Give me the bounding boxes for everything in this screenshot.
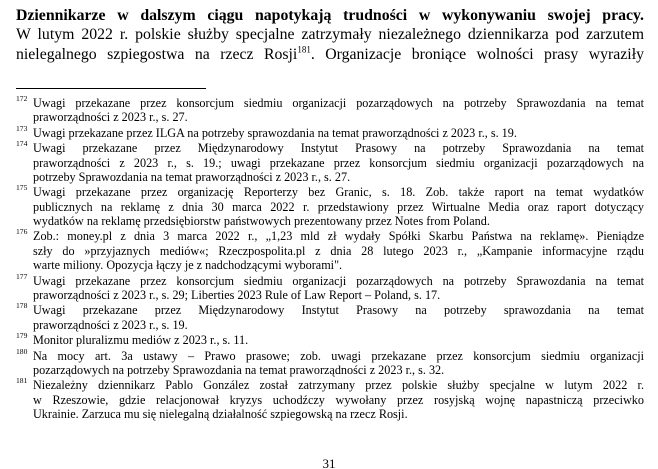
footnote-line: Zob.: money.pl z dnia 3 marca 2022 r., „1,23 mld zł wydały Spółki Skarbu Państwa na reklamę». Pieniądze <box>33 229 644 244</box>
footnote-number: 177 <box>16 271 28 281</box>
footnote-177 <box>16 271 644 303</box>
footnote-180 <box>16 346 644 378</box>
footnote-number: 176 <box>16 227 28 237</box>
footnote-line: w Rzeszowie, gdzie relacjonował kryzys uchodźczy wywołany przez rosyjską wojnę napastniczą przeciwko <box>33 392 644 407</box>
footnote-line: praworządności z 2023 r., s. 27. <box>33 110 188 125</box>
body-line-3-start: nielegalnego szpiegostwa na rzecz Rosji <box>16 45 298 63</box>
footnote-line: warte miliony. Opozycja łączy je z nadchodzącymi wyborami". <box>33 258 343 273</box>
footnote-line: praworządności z 2023 r., s. 29; Liberties 2023 Rule of Law Report – Poland, s. 17. <box>33 287 441 302</box>
body-line-3 <box>16 45 644 64</box>
footnote-175 <box>16 185 644 228</box>
footnotes-section <box>16 96 644 422</box>
footnote-number: 174 <box>16 139 28 149</box>
footnote-number: 179 <box>16 331 28 341</box>
footnote-line: Uwagi przekazane przez Międzynarodowy Instytut Prasowy na potrzeby sprawozdania na temat <box>33 303 644 318</box>
footnote-174 <box>16 141 644 184</box>
footnote-reference-181[interactable]: 181 <box>297 44 311 55</box>
body-paragraph <box>16 6 644 64</box>
footnote-line: Uwagi przekazane przez ILGA na potrzeby sprawozdania na temat praworządności z 2023 r., s. 19. <box>33 125 517 140</box>
page-number: 31 <box>322 456 336 469</box>
footnote-number: 180 <box>16 346 28 356</box>
footnote-line: Ukrainie. Zarzuca mu się nielegalną działalność szpiegowską na rzecz Rosji. <box>33 406 408 421</box>
footnote-181 <box>16 378 644 421</box>
footnote-separator <box>16 88 206 89</box>
footnote-line: Uwagi przekazane przez Międzynarodowy Instytut Prasowy na potrzeby Sprawozdania na temat <box>33 141 644 156</box>
footnote-172 <box>16 96 644 125</box>
footnote-179 <box>16 333 644 347</box>
footnote-number: 172 <box>16 94 28 103</box>
footnote-number: 173 <box>16 123 28 133</box>
footnote-line: Uwagi przekazane przez organizację Reporterzy bez Granic, s. 18. Zob. także raport na temat wydatków <box>33 185 644 200</box>
footnote-178 <box>16 303 644 332</box>
footnote-line: wydatków na reklamę przedsiębiorstw państwowych prezentowany przez Notes from Poland. <box>33 213 490 228</box>
footnote-number: 178 <box>16 301 28 311</box>
footnote-number: 181 <box>16 376 28 386</box>
body-line-3-end: . Organizacje broniące wolności prasy wyraziły <box>310 45 644 63</box>
footnote-line: publicznych na reklamę z dnia 30 marca 2022 r. przedstawiony przez Wirtualne Media oraz raport dotyczący <box>33 199 644 214</box>
footnote-173 <box>16 123 644 140</box>
footnote-176 <box>16 229 644 272</box>
footnote-line: praworządności z 2023 r., s. 19.; uwagi przekazane przez konsorcjum siedmiu organizacji pozarządowych na <box>33 155 644 170</box>
footnote-line: Uwagi przekazane przez konsorcjum siedmiu organizacji pozarządowych na potrzeby Sprawozdania na temat <box>33 273 644 288</box>
body-line-2: W lutym 2022 r. polskie służby specjalne zatrzymały niezależnego dziennikarza pod zarzutem <box>16 26 644 44</box>
footnote-line: Na mocy art. 3a ustawy – Prawo prasowe; zob. uwagi przekazane przez konsorcjum siedmiu organizacji <box>33 348 644 363</box>
body-lead-sentence: Dziennikarze w dalszym ciągu napotykają trudności w wykonywaniu swojej pracy. <box>16 7 644 24</box>
footnote-line: Uwagi przekazane przez konsorcjum siedmiu organizacji pozarządowych na potrzeby Sprawozdania na temat <box>33 96 644 110</box>
footnote-number: 175 <box>16 183 28 193</box>
footnote-line: praworządności z 2023 r., s. 19. <box>33 317 188 332</box>
footnote-line: Monitor pluralizmu mediów z 2023 r., s. 11. <box>33 333 249 348</box>
footnote-line: pozarządowych na potrzeby Sprawozdania na temat praworządności z 2023 r., s. 32. <box>33 362 445 377</box>
footnote-line: szły do »przyjaznych mediów«; Rzeczpospolita.pl z dnia 28 lutego 2023 r., „Kampanie informacyjne rządu <box>33 243 644 258</box>
footnote-line: potrzeby Sprawozdania na temat praworządności z 2023 r., s. 27. <box>33 169 351 184</box>
footnote-line: Niezależny dziennikarz Pablo González został zatrzymany przez polskie służby specjalne w lutym 2022 r. <box>33 378 644 393</box>
